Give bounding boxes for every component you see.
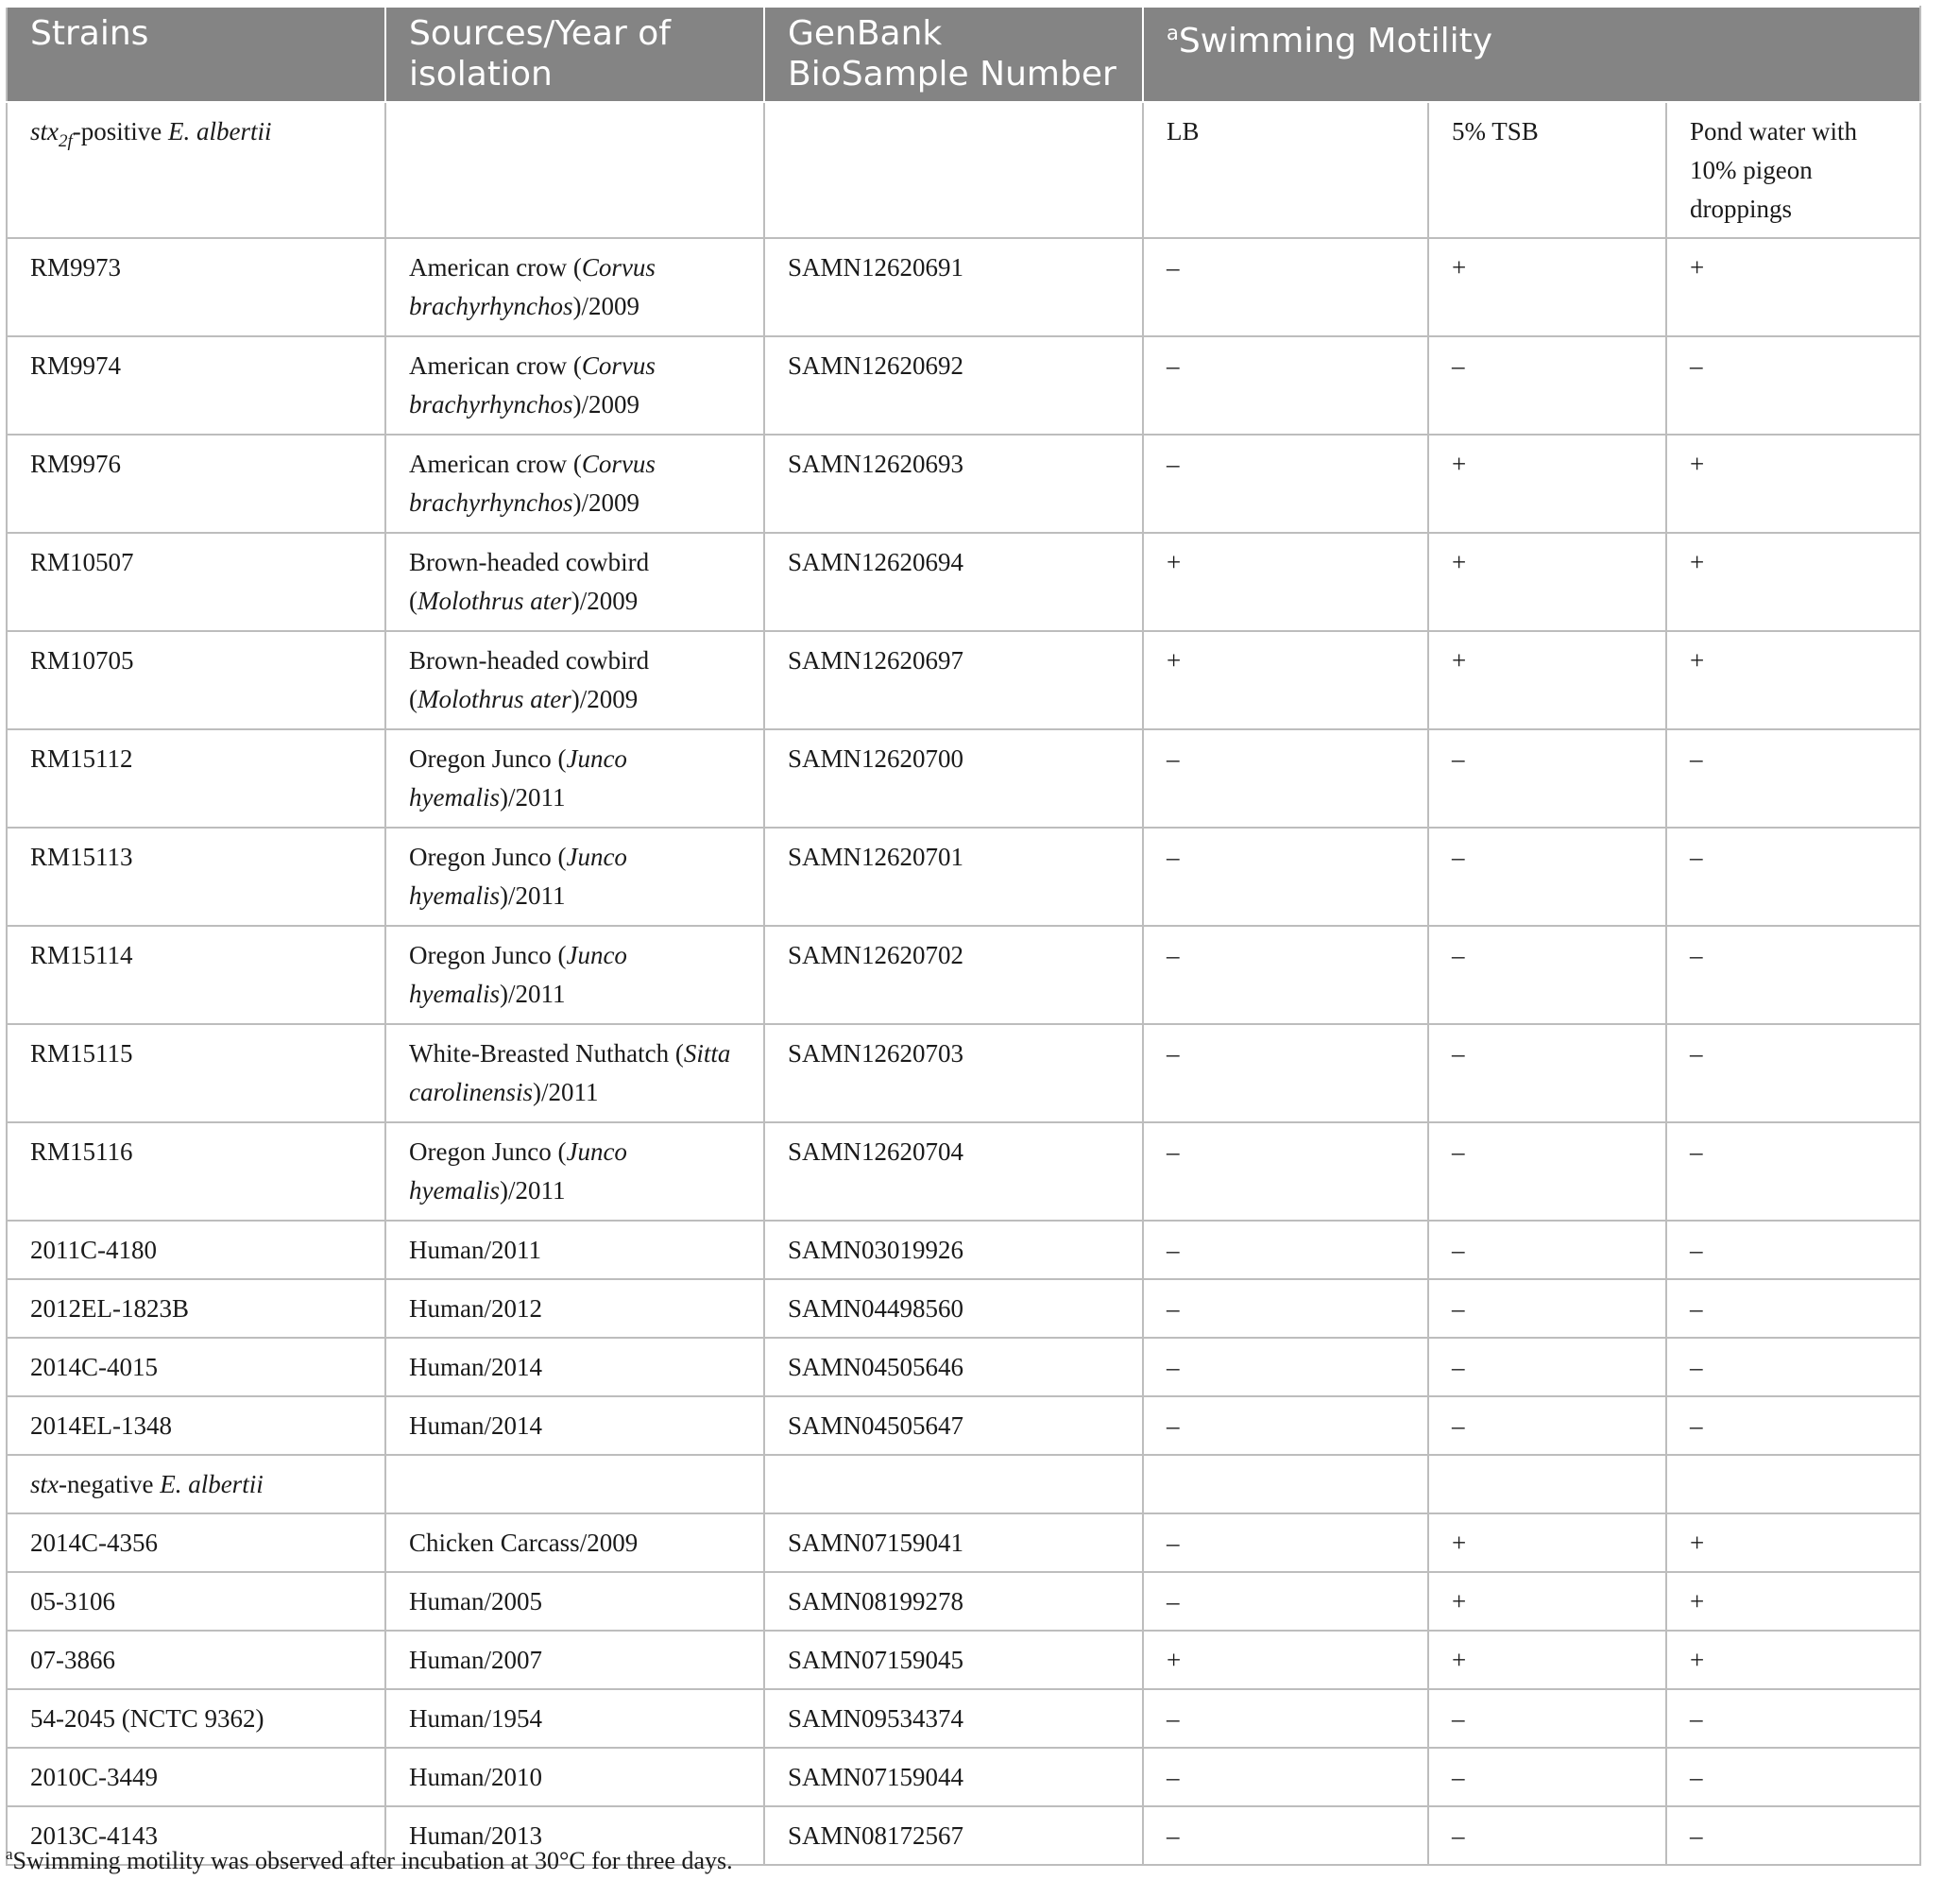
strain-cell: RM10705 <box>7 631 385 729</box>
strain-cell: 2010C-3449 <box>7 1748 385 1806</box>
strain-cell: RM9976 <box>7 435 385 533</box>
tsb-cell: + <box>1428 435 1666 533</box>
accession-cell: SAMN04505646 <box>764 1338 1143 1396</box>
tsb-cell: + <box>1428 238 1666 336</box>
table-row <box>7 631 1920 729</box>
lb-cell: – <box>1143 1748 1428 1806</box>
pond-cell: – <box>1666 1122 1920 1221</box>
strain-cell: RM9973 <box>7 238 385 336</box>
subheader-pond: Pond water with 10% pigeon droppings <box>1666 102 1920 238</box>
tsb-cell: – <box>1428 729 1666 828</box>
lb-cell: – <box>1143 435 1428 533</box>
tsb-cell: + <box>1428 1572 1666 1631</box>
source-cell: American crow (Corvus brachyrhynchos)/2009 <box>385 435 764 533</box>
lb-cell: – <box>1143 1221 1428 1279</box>
header-motility-label: Swimming Motility <box>1178 22 1493 60</box>
pond-cell: + <box>1666 1513 1920 1572</box>
strain-cell: 2013C-4143 <box>7 1806 385 1865</box>
source-cell: Oregon Junco (Junco hyemalis)/2011 <box>385 1122 764 1221</box>
accession-cell: SAMN04498560 <box>764 1279 1143 1338</box>
table-row <box>7 1748 1920 1806</box>
empty-cell <box>764 1455 1143 1513</box>
accession-cell: SAMN12620704 <box>764 1122 1143 1221</box>
table-row <box>7 1631 1920 1689</box>
table-row <box>7 1338 1920 1396</box>
lb-cell: – <box>1143 1024 1428 1122</box>
lb-cell: – <box>1143 1396 1428 1455</box>
lb-cell: – <box>1143 1572 1428 1631</box>
table-body <box>7 102 1920 1865</box>
pond-cell: – <box>1666 1024 1920 1122</box>
header-strains: Strains <box>7 7 385 102</box>
accession-cell: SAMN12620702 <box>764 926 1143 1024</box>
lb-cell: – <box>1143 1279 1428 1338</box>
source-cell: White-Breasted Nuthatch (Sitta carolinensis)/2011 <box>385 1024 764 1122</box>
table-row <box>7 1024 1920 1122</box>
footnote-text: Swimming motility was observed after incubation at 30°C for three days. <box>12 1847 733 1874</box>
source-cell: Oregon Junco (Junco hyemalis)/2011 <box>385 926 764 1024</box>
strain-cell: 05-3106 <box>7 1572 385 1631</box>
table-footnote <box>6 1845 733 1875</box>
tsb-cell: – <box>1428 1279 1666 1338</box>
table-row <box>7 1689 1920 1748</box>
tsb-cell: – <box>1428 1748 1666 1806</box>
source-cell: Human/2007 <box>385 1631 764 1689</box>
tsb-cell: – <box>1428 1338 1666 1396</box>
tsb-cell: – <box>1428 926 1666 1024</box>
footnote-mark: a <box>1167 22 1179 44</box>
group-row-negative <box>7 1455 1920 1513</box>
source-cell: Human/2005 <box>385 1572 764 1631</box>
empty-cell <box>1143 1455 1428 1513</box>
source-cell: American crow (Corvus brachyrhynchos)/2009 <box>385 336 764 435</box>
pond-cell: – <box>1666 926 1920 1024</box>
pond-cell: + <box>1666 1631 1920 1689</box>
table-wrapper <box>6 6 1919 1866</box>
tsb-cell: – <box>1428 1396 1666 1455</box>
accession-cell: SAMN07159044 <box>764 1748 1143 1806</box>
source-cell: Brown-headed cowbird (Molothrus ater)/2009 <box>385 631 764 729</box>
tsb-cell: – <box>1428 1806 1666 1865</box>
subheader-lb: LB <box>1143 102 1428 238</box>
accession-cell: SAMN04505647 <box>764 1396 1143 1455</box>
tsb-cell: + <box>1428 631 1666 729</box>
strain-cell: 2012EL-1823B <box>7 1279 385 1338</box>
lb-cell: + <box>1143 533 1428 631</box>
tsb-cell: – <box>1428 828 1666 926</box>
lb-cell: + <box>1143 631 1428 729</box>
pond-cell: – <box>1666 1338 1920 1396</box>
accession-cell: SAMN08199278 <box>764 1572 1143 1631</box>
tsb-cell: – <box>1428 1689 1666 1748</box>
tsb-cell: + <box>1428 533 1666 631</box>
pond-cell: – <box>1666 336 1920 435</box>
source-cell: Human/2011 <box>385 1221 764 1279</box>
strain-cell: RM9974 <box>7 336 385 435</box>
accession-cell: SAMN12620692 <box>764 336 1143 435</box>
tsb-cell: + <box>1428 1513 1666 1572</box>
accession-cell: SAMN12620703 <box>764 1024 1143 1122</box>
empty-cell <box>1428 1455 1666 1513</box>
footnote-mark: a <box>6 1845 13 1863</box>
group-label-negative: stx-negative E. albertii <box>7 1455 385 1513</box>
table-row <box>7 1572 1920 1631</box>
source-cell: Human/2014 <box>385 1396 764 1455</box>
pond-cell: + <box>1666 238 1920 336</box>
accession-cell: SAMN12620694 <box>764 533 1143 631</box>
strain-cell: 07-3866 <box>7 1631 385 1689</box>
strain-cell: RM15114 <box>7 926 385 1024</box>
source-cell: Human/2010 <box>385 1748 764 1806</box>
tsb-cell: – <box>1428 336 1666 435</box>
accession-cell: SAMN07159045 <box>764 1631 1143 1689</box>
pond-cell: + <box>1666 435 1920 533</box>
table-row <box>7 1221 1920 1279</box>
accession-cell: SAMN12620691 <box>764 238 1143 336</box>
table-row <box>7 435 1920 533</box>
pond-cell: – <box>1666 1689 1920 1748</box>
accession-cell: SAMN07159041 <box>764 1513 1143 1572</box>
accession-cell: SAMN12620700 <box>764 729 1143 828</box>
strain-cell: 2014EL-1348 <box>7 1396 385 1455</box>
pond-cell: + <box>1666 1572 1920 1631</box>
tsb-cell: + <box>1428 1631 1666 1689</box>
pond-cell: – <box>1666 1221 1920 1279</box>
accession-cell: SAMN03019926 <box>764 1221 1143 1279</box>
lb-cell: – <box>1143 336 1428 435</box>
table-row <box>7 1279 1920 1338</box>
pond-cell: – <box>1666 729 1920 828</box>
accession-cell: SAMN08172567 <box>764 1806 1143 1865</box>
pond-cell: + <box>1666 631 1920 729</box>
pond-cell: – <box>1666 1279 1920 1338</box>
table-row <box>7 926 1920 1024</box>
table-row <box>7 336 1920 435</box>
accession-cell: SAMN12620693 <box>764 435 1143 533</box>
accession-cell: SAMN09534374 <box>764 1689 1143 1748</box>
strain-cell: RM15112 <box>7 729 385 828</box>
tsb-cell: – <box>1428 1221 1666 1279</box>
source-cell: Oregon Junco (Junco hyemalis)/2011 <box>385 828 764 926</box>
empty-cell <box>1666 1455 1920 1513</box>
strain-cell: 2014C-4015 <box>7 1338 385 1396</box>
source-cell: Brown-headed cowbird (Molothrus ater)/2009 <box>385 533 764 631</box>
motility-table <box>6 6 1921 1866</box>
source-cell: Oregon Junco (Junco hyemalis)/2011 <box>385 729 764 828</box>
tsb-cell: – <box>1428 1122 1666 1221</box>
lb-cell: – <box>1143 1806 1428 1865</box>
table-row <box>7 238 1920 336</box>
table-row <box>7 1122 1920 1221</box>
lb-cell: – <box>1143 1513 1428 1572</box>
group-label-positive: stx$_{2f}$-positive E. albertii <box>7 102 385 238</box>
strain-cell: 2011C-4180 <box>7 1221 385 1279</box>
accession-cell: SAMN12620697 <box>764 631 1143 729</box>
strain-cell: 54-2045 (NCTC 9362) <box>7 1689 385 1748</box>
tsb-cell: – <box>1428 1024 1666 1122</box>
lb-cell: – <box>1143 1122 1428 1221</box>
header-row <box>7 7 1920 102</box>
source-cell: Human/1954 <box>385 1689 764 1748</box>
lb-cell: – <box>1143 238 1428 336</box>
group-row-positive <box>7 102 1920 238</box>
lb-cell: + <box>1143 1631 1428 1689</box>
strain-cell: RM15116 <box>7 1122 385 1221</box>
header-genbank: GenBank BioSample Number <box>764 7 1143 102</box>
strain-cell: 2014C-4356 <box>7 1513 385 1572</box>
lb-cell: – <box>1143 1338 1428 1396</box>
strain-cell: RM15113 <box>7 828 385 926</box>
pond-cell: – <box>1666 1806 1920 1865</box>
source-cell: Human/2013 <box>385 1806 764 1865</box>
subheader-tsb: 5% TSB <box>1428 102 1666 238</box>
pond-cell: – <box>1666 1396 1920 1455</box>
empty-cell <box>385 102 764 238</box>
source-cell: Human/2014 <box>385 1338 764 1396</box>
pond-cell: – <box>1666 828 1920 926</box>
lb-cell: – <box>1143 828 1428 926</box>
header-motility <box>1143 7 1920 102</box>
strain-cell: RM10507 <box>7 533 385 631</box>
pond-cell: + <box>1666 533 1920 631</box>
header-sources: Sources/Year of isolation <box>385 7 764 102</box>
source-cell: American crow (Corvus brachyrhynchos)/2009 <box>385 238 764 336</box>
accession-cell: SAMN12620701 <box>764 828 1143 926</box>
empty-cell <box>764 102 1143 238</box>
table-row <box>7 1513 1920 1572</box>
source-cell: Human/2012 <box>385 1279 764 1338</box>
lb-cell: – <box>1143 1689 1428 1748</box>
source-cell: Chicken Carcass/2009 <box>385 1513 764 1572</box>
strain-cell: RM15115 <box>7 1024 385 1122</box>
pond-cell: – <box>1666 1748 1920 1806</box>
empty-cell <box>385 1455 764 1513</box>
table-row <box>7 1396 1920 1455</box>
table-row <box>7 828 1920 926</box>
table-row <box>7 729 1920 828</box>
table-row <box>7 533 1920 631</box>
lb-cell: – <box>1143 926 1428 1024</box>
lb-cell: – <box>1143 729 1428 828</box>
